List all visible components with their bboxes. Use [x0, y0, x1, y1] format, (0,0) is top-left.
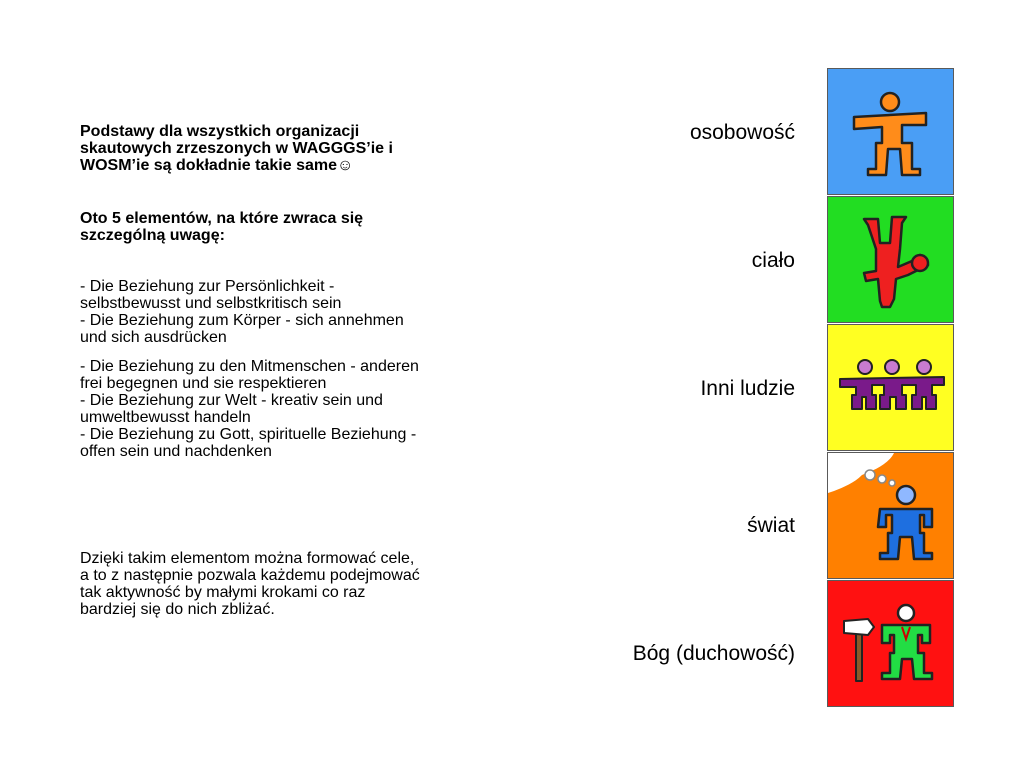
relation-line: - Die Beziehung zum Körper - sich annehmen — [80, 312, 404, 329]
relation-line: selbstbewusst und selbstkritisch sein — [80, 295, 342, 312]
area-label-world: świat — [747, 514, 795, 537]
tile-others — [827, 324, 954, 451]
relation-line: - Die Beziehung zu Gott, spirituelle Beziehung - — [80, 426, 417, 443]
tile-world — [827, 452, 954, 579]
intro-line: WOSM’ie są dokładnie takie same☺ — [80, 157, 354, 174]
tile-god — [827, 580, 954, 707]
conclusion-line: Dzięki takim elementom można formować cele, — [80, 550, 415, 567]
tile-personality — [827, 68, 954, 195]
person-icon — [828, 69, 955, 196]
conclusion-line: bardziej się do nich zbliżać. — [80, 601, 275, 618]
area-label-others: Inni ludzie — [700, 377, 795, 400]
conclusion-paragraph — [80, 550, 520, 618]
heading-line: szczególną uwagę: — [80, 227, 225, 244]
person-with-signpost-icon — [828, 581, 955, 708]
heading-line: Oto 5 elementów, na które zwraca się — [80, 210, 364, 227]
handstand-person-icon — [828, 197, 955, 324]
intro-line: skautowych zrzeszonych w WAGGGS’ie i — [80, 140, 393, 157]
relation-line: - Die Beziehung zu den Mitmenschen - anderen — [80, 358, 419, 375]
relation-line: frei begegnen und sie respektieren — [80, 375, 327, 392]
tile-body — [827, 196, 954, 323]
relation-line: und sich ausdrücken — [80, 329, 227, 346]
conclusion-line: a to z następnie pozwala każdemu podejmować — [80, 567, 420, 584]
elements-heading — [80, 210, 520, 244]
group-of-people-icon — [828, 325, 955, 452]
intro-line: Podstawy dla wszystkich organizacji — [80, 123, 360, 140]
relations-paragraph-a — [80, 278, 520, 346]
thinking-person-icon — [828, 453, 955, 580]
relation-line: offen sein und nachdenken — [80, 443, 272, 460]
conclusion-line: tak aktywność by małymi krokami co raz — [80, 584, 366, 601]
relation-line: - Die Beziehung zur Persönlichkeit - — [80, 278, 335, 295]
area-label-body: ciało — [751, 249, 795, 272]
relations-paragraph-b — [80, 358, 520, 460]
area-label-personality: osobowość — [689, 121, 795, 144]
relation-line: - Die Beziehung zur Welt - kreativ sein und — [80, 392, 383, 409]
intro-paragraph — [80, 123, 520, 174]
relation-line: umweltbewusst handeln — [80, 409, 251, 426]
area-label-god: Bóg (duchowość) — [632, 642, 795, 665]
